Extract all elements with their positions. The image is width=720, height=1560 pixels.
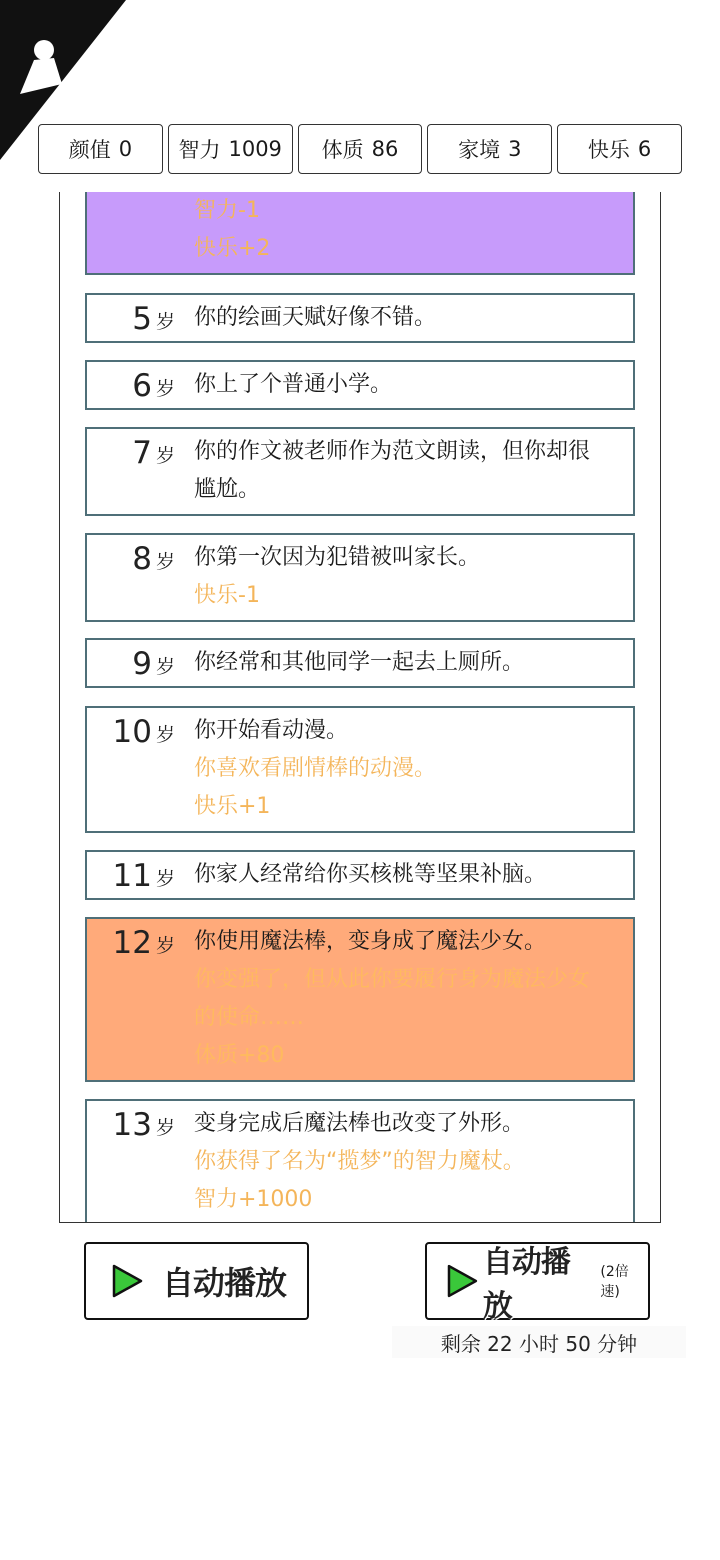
event-age: 11: [112, 858, 152, 894]
age-unit: 岁: [155, 551, 175, 573]
age-unit: 岁: [155, 445, 175, 467]
event-subtext: 你喜欢看剧情棒的动漫。: [194, 756, 437, 781]
event-age: 6: [132, 368, 152, 404]
event-effect: 快乐-1: [194, 583, 260, 608]
event-text: 你经常和其他同学一起去上厕所。: [194, 650, 525, 675]
event-age: 7: [132, 435, 152, 471]
remaining-time: 剩余 22 小时 50 分钟: [392, 1326, 686, 1358]
event-card-age-12: [85, 917, 635, 1082]
event-effect: 快乐+1: [194, 794, 271, 819]
stat-happiness: 快乐 6: [557, 124, 682, 174]
stat-family: 家境 3: [427, 124, 552, 174]
speed-label: (2倍速): [600, 1264, 629, 1300]
event-effect: 智力+1000: [194, 1187, 313, 1212]
play-icon: [110, 1264, 144, 1298]
event-age: 10: [112, 714, 152, 750]
event-subtext: 你变强了，但从此你要履行身为魔法少女: [194, 967, 591, 992]
stat-appearance: 颜值 0: [38, 124, 163, 174]
age-unit: 岁: [155, 378, 175, 400]
event-text: 你上了个普通小学。: [194, 372, 393, 397]
event-card-age-13: [85, 1099, 635, 1223]
event-card-age-10: [85, 706, 635, 833]
event-text: 你第一次因为犯错被叫家长。: [194, 545, 481, 570]
stat-constitution: 体质 86: [298, 124, 423, 174]
event-text: 你的绘画天赋好像不错。: [194, 305, 437, 330]
age-unit: 岁: [155, 1117, 175, 1139]
event-card-age-9: [85, 638, 635, 688]
auto-play-fast-label: 自动播放: [482, 1245, 570, 1324]
age-unit: 岁: [155, 868, 175, 890]
event-age: 5: [132, 301, 152, 337]
event-age: 9: [132, 646, 152, 682]
event-effect: 智力-1: [194, 198, 260, 223]
auto-play-label: 自动播放: [162, 1264, 287, 1302]
event-card-age-6: [85, 360, 635, 410]
event-card-age-8: [85, 533, 635, 622]
event-text: 尴尬。: [194, 477, 261, 502]
event-text: 你的作文被老师作为范文朗读，但你却很: [194, 439, 591, 464]
event-card-age-5: [85, 293, 635, 343]
age-unit: 岁: [155, 311, 175, 333]
event-text: 你家人经常给你买核桃等坚果补脑。: [194, 862, 547, 887]
event-card-partial: [85, 192, 635, 275]
age-unit: 岁: [155, 656, 175, 678]
play-icon: [445, 1264, 479, 1298]
event-text: 你使用魔法棒，变身成了魔法少女。: [194, 929, 547, 954]
stats-bar: [38, 124, 682, 174]
event-effect: 快乐+2: [194, 236, 271, 261]
age-unit: 岁: [155, 935, 175, 957]
auto-play-fast-button[interactable]: [425, 1242, 650, 1324]
event-age: 12: [112, 925, 152, 961]
event-age: 13: [112, 1107, 152, 1143]
event-effect: 体质+80: [194, 1043, 285, 1068]
stat-intelligence: 智力 1009: [168, 124, 293, 174]
event-subtext: 你获得了名为“揽梦”的智力魔杖。: [194, 1149, 525, 1174]
event-card-age-11: [85, 850, 635, 900]
event-card-age-7: [85, 427, 635, 516]
life-timeline[interactable]: [59, 192, 661, 1223]
event-age: 8: [132, 541, 152, 577]
age-unit: 岁: [155, 724, 175, 746]
event-text: 你开始看动漫。: [194, 718, 349, 743]
event-subtext: 的使命……: [194, 1005, 305, 1030]
auto-play-button[interactable]: [84, 1242, 309, 1320]
event-text: 变身完成后魔法棒也改变了外形。: [194, 1111, 525, 1136]
